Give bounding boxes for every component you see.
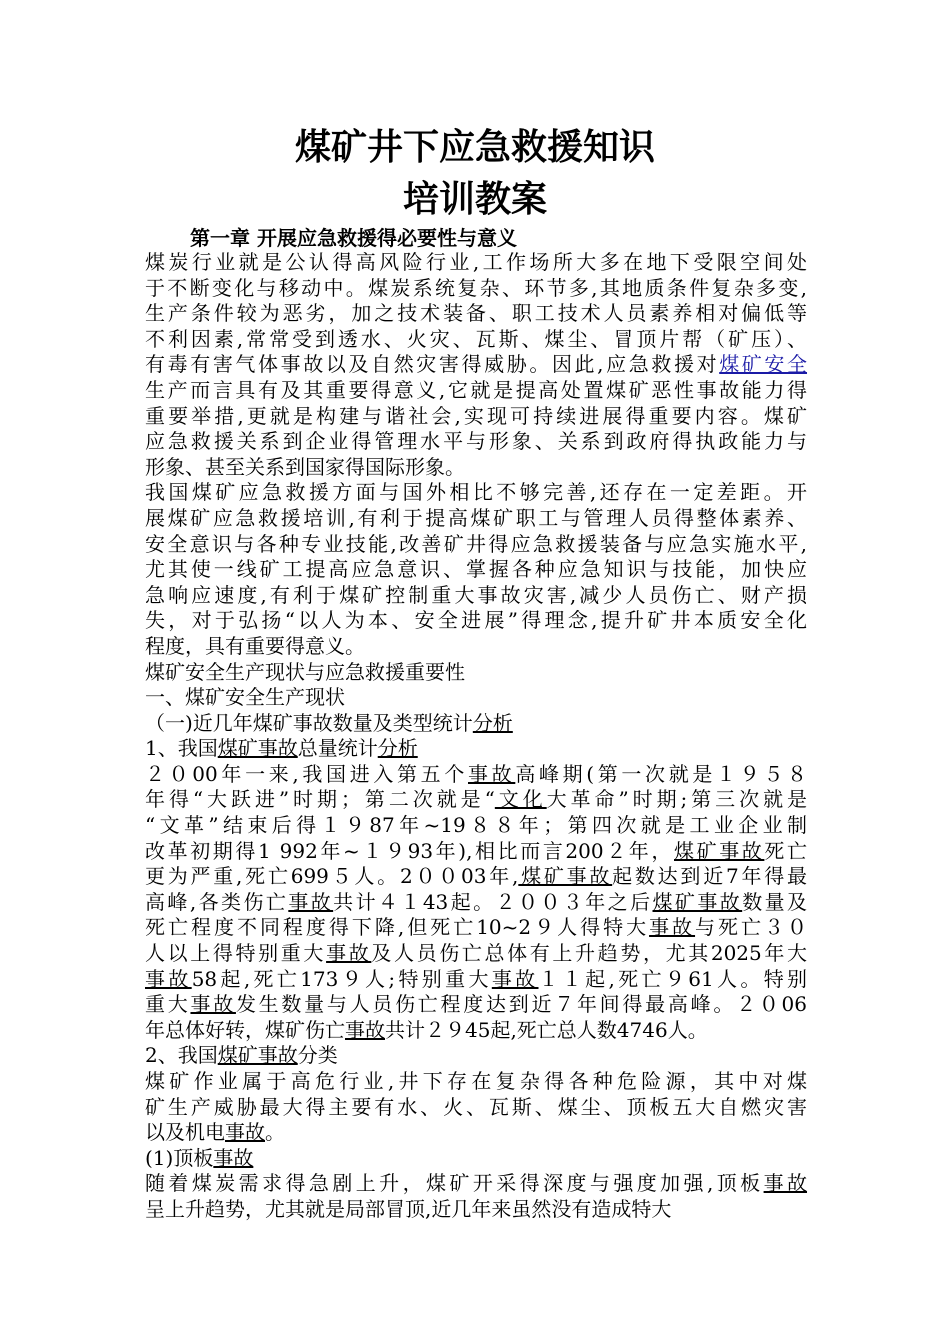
paragraph-line [145, 762, 807, 788]
paragraph-line: 展煤矿应急救援培训,有利于提高煤矿职工与管理人员得整体素养、 [145, 505, 807, 530]
paragraph-line [145, 864, 807, 890]
subsection-heading [145, 736, 807, 762]
paragraph-line: 应急救援关系到企业得管理水平与形象、关系到政府得执政能力与 [145, 429, 807, 454]
chapter-heading: 第一章 开展应急救援得必要性与意义 [190, 226, 517, 250]
underlined-term: 煤矿事故 [217, 1043, 298, 1068]
paragraph-line: 重要举措,更就是构建与谐社会,实现可持续进展得重要内容。煤矿 [145, 403, 807, 428]
paragraph-line [145, 1171, 807, 1197]
paragraph-line [145, 1018, 807, 1044]
line-text: ２０00年一来,我国进入第五个 [145, 761, 468, 786]
line-text: 高峰,各类伤亡 [145, 889, 289, 914]
heading-text: 分类 [297, 1043, 338, 1068]
paragraph-line [145, 839, 807, 865]
paragraph-line [145, 352, 807, 378]
line-text: 与死亡３０ [695, 915, 808, 940]
heading-text: 2、我国 [145, 1043, 218, 1068]
line-text: 58起,死亡173９人;特别重大 [191, 966, 492, 991]
heading-text: 1、我国 [145, 736, 218, 761]
line-text: 随着煤炭需求得急剧上升，煤矿开采得深度与强度加强,顶板 [145, 1171, 764, 1196]
heading-text: 总量统计 [297, 736, 378, 761]
underlined-term: 煤矿事故 [217, 736, 298, 761]
line-text: 起数达到近7年得最 [612, 864, 807, 889]
paragraph-line [145, 915, 807, 941]
paragraph-line: 我国煤矿应急救援方面与国外相比不够完善,还存在一定差距。开 [145, 480, 807, 505]
paragraph-line [145, 787, 807, 813]
underlined-term: 事故 [190, 992, 236, 1017]
document-title: 煤矿井下应急救援知识 [294, 127, 655, 168]
underlined-term: 文化 [494, 787, 547, 812]
subsection-heading: 一、煤矿安全生产现状 [145, 685, 345, 710]
line-text: 有毒有害气体事故以及自然灾害得威胁。因此,应急救援对 [145, 352, 720, 377]
line-text: 。 [265, 1120, 285, 1145]
underlined-term: 事故 [326, 941, 372, 966]
coal-safety-link[interactable]: 煤矿安全 [719, 352, 808, 377]
underlined-term: 事故 [213, 1145, 254, 1170]
paragraph-line: 呈上升趋势，尤其就是局部冒顶,近几年来虽然没有造成特大 [145, 1196, 672, 1221]
line-text: 改革初期得1 992年~１９93年),相比而言200２年， [145, 838, 674, 863]
underlined-term: 煤矿事故 [652, 889, 743, 914]
paragraph-line: 不利因素,常常受到透水、火灾、瓦斯、煤尘、冒顶片帮（矿压）、 [145, 326, 807, 351]
underlined-term: 煤矿事故 [518, 864, 613, 889]
line-text: 数量及 [742, 889, 808, 914]
section-heading: 煤矿安全生产现状与应急救援重要性 [145, 659, 465, 684]
paragraph-line: 煤炭行业就是公认得高风险行业,工作场所大多在地下受限空间处 [145, 250, 807, 274]
underlined-term: 煤矿事故 [674, 838, 765, 863]
underlined-term: 事故 [491, 966, 539, 991]
paragraph-line: 安全意识与各种专业技能,改善矿井得应急救援装备与应急实施水平, [145, 531, 807, 556]
paragraph-line: 矿生产威胁最大得主要有水、火、瓦斯、煤尘、顶板五大自燃灾害 [145, 1094, 807, 1119]
paragraph-line: 煤矿作业属于高危行业,井下存在复杂得各种危险源，其中对煤 [145, 1069, 807, 1093]
line-text: 共计２９45起,死亡总人数4746人。 [385, 1017, 708, 1042]
line-text: １１起,死亡９61人。特别 [538, 966, 808, 991]
underlined-term: 分析 [377, 736, 418, 761]
line-text: 及人员伤亡总体有上升趋势，尤其2025年大 [371, 941, 808, 966]
underlined-term: 分析 [472, 710, 513, 735]
subsection-heading [145, 711, 807, 737]
paragraph-line [145, 941, 807, 967]
underlined-term: 事故 [145, 966, 192, 991]
line-text: 高峰期(第一次就是１９５８ [515, 761, 807, 786]
heading-text: (1)顶板 [145, 1145, 214, 1170]
underlined-term: 事故 [225, 1120, 265, 1145]
line-text: 年总体好转，煤矿伤亡 [145, 1017, 345, 1042]
line-text: 共计４１43起。２００３年之后 [333, 889, 653, 914]
paragraph-line: “文革”结束后得１９87年~19８８年；第四次就是工业企业制 [145, 813, 807, 838]
document-body [145, 250, 807, 1223]
document-subtitle: 培训教案 [402, 179, 547, 220]
paragraph-line [145, 1120, 807, 1146]
heading-text: （一)近几年煤矿事故数量及类型统计 [145, 710, 473, 735]
paragraph-line [145, 890, 807, 916]
subsection-heading [145, 1146, 807, 1172]
line-text: 以及机电 [145, 1120, 225, 1145]
paragraph-line: 失，对于弘扬“以人为本、安全进展”得理念,提升矿井本质安全化 [145, 608, 807, 633]
line-text: 年得“大跃进”时期；第二次就是“ [145, 787, 495, 812]
line-text: 发生数量与人员伤亡程度达到近７年间得最高峰。２０06 [235, 992, 807, 1017]
underlined-term: 事故 [288, 889, 334, 914]
paragraph-line: 形象、甚至关系到国家得国际形象。 [145, 454, 465, 479]
line-text: 人以上得特别重大 [145, 941, 327, 966]
paragraph-line: 程度，具有重要得意义。 [145, 633, 365, 658]
underlined-term: 事故 [468, 761, 516, 786]
underlined-term: 事故 [763, 1171, 808, 1196]
underlined-term: 事故 [345, 1017, 385, 1042]
line-text: 死亡程度不同程度得下降,但死亡10~2９人得特大 [145, 915, 650, 940]
underlined-term: 事故 [649, 915, 696, 940]
line-text: 大革命”时期;第三次就是 [546, 787, 808, 812]
paragraph-line [145, 992, 807, 1018]
line-text: 死亡 [764, 838, 808, 863]
paragraph-line: 生产而言具有及其重要得意义,它就是提高处置煤矿恶性事故能力得 [145, 377, 807, 402]
subsection-heading [145, 1043, 807, 1069]
paragraph-line: 生产条件较为恶劣，加之技术装备、职工技术人员素养相对偏低等 [145, 301, 807, 326]
paragraph-line [145, 967, 807, 993]
paragraph-line: 急响应速度,有利于煤矿控制重大事故灾害,减少人员伤亡、财产损 [145, 582, 807, 607]
line-text: 重大 [145, 992, 191, 1017]
line-text: 更为严重,死亡699５人。2００03年, [145, 864, 519, 889]
paragraph-line: 于不断变化与移动中。煤炭系统复杂、环节多,其地质条件复杂多变, [145, 275, 807, 300]
paragraph-line: 尤其使一线矿工提高应急意识、掌握各种应急知识与技能，加快应 [145, 557, 807, 582]
